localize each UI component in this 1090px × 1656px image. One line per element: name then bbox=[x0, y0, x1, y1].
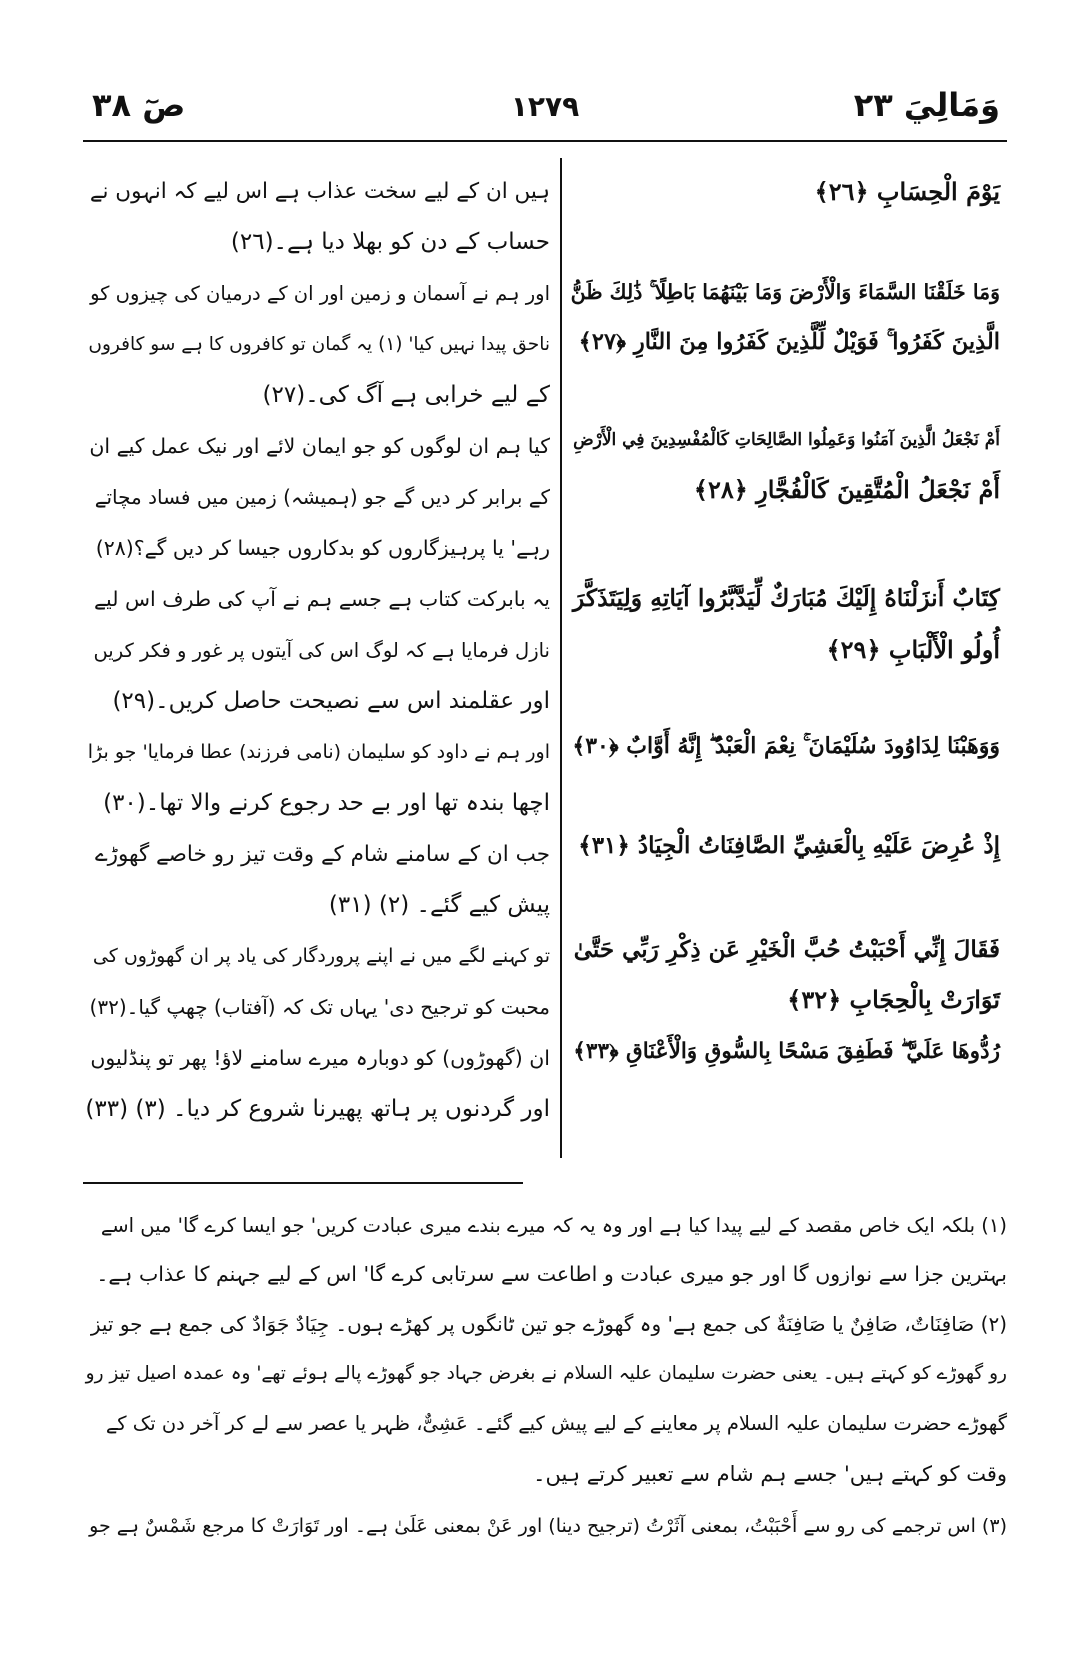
footnote-line: (١) بلکہ ایک خاص مقصد کے لیے پیدا کیا ہے اور وہ یہ کہ میرے بندے میری عبادت کریں' جو ایسا کرے گا' میں اسے bbox=[100, 1214, 1007, 1237]
verse-line: أَمْ نَجْعَلُ الْمُتَّقِينَ كَالْفُجَّارِ ﴿٢٨﴾ bbox=[693, 475, 1000, 504]
verse-line: وَمَا خَلَقْنَا السَّمَاءَ وَالْأَرْضَ وَمَا بَيْنَهُمَا بَاطِلًا ۚ ذَٰلِكَ ظَنُّ bbox=[570, 280, 1000, 304]
translation-line: کے برابر کر دیں گے جو (ہمیشہ) زمین میں فساد مچاتے bbox=[94, 485, 550, 509]
verse-line: إِذْ عُرِضَ عَلَيْهِ بِالْعَشِيِّ الصَّافِنَاتُ الْجِيَادُ ﴿٣١﴾ bbox=[578, 832, 1000, 859]
translation-line: اور ہم نے آسمان و زمین اور ان کے درمیان کی چیزوں کو bbox=[90, 282, 550, 305]
verse-line: أَمْ نَجْعَلُ الَّذِينَ آمَنُوا وَعَمِلُوا الصَّالِحَاتِ كَالْمُفْسِدِينَ فِي الْأَرْضِ bbox=[573, 430, 1000, 450]
footnote-line: بہترین جزا سے نوازوں گا اور جو میری عبادت و اطاعت سے سرتابی کرے گا' اس کے لیے جہنم کا عذاب ہے۔ bbox=[96, 1262, 1007, 1286]
footnote-line: وقت کو کہتے ہیں' جسے ہم شام سے تعبیر کرتے ہیں۔ bbox=[533, 1462, 1007, 1486]
translation-line: پیش کیے گئے۔ (٢) (٣١) bbox=[328, 892, 550, 918]
footnote-line: (٣) اس ترجمے کی رو سے أَحْبَبْتُ، بمعنی آثَرْتُ (ترجیح دینا) اور عَنْ بمعنی عَلَیٰ ہے۔ اور تَوَارَتْ کا مرجع شَمْسٌ ہے جو bbox=[89, 1515, 1007, 1537]
page-number: ١٢٧٩ bbox=[510, 90, 580, 123]
verse-line: رُدُّوهَا عَلَيَّ ۖ فَطَفِقَ مَسْحًا بِالسُّوقِ وَالْأَعْنَاقِ ﴿٣٣﴾ bbox=[573, 1039, 1000, 1064]
translation-column bbox=[85, 166, 550, 1135]
translation-line: جب ان کے سامنے شام کے وقت تیز رو خاصے گھوڑے bbox=[94, 842, 550, 867]
verse-line: أُولُو الْأَلْبَابِ ﴿٢٩﴾ bbox=[826, 635, 1000, 664]
verse-line: كِتَابٌ أَنزَلْنَاهُ إِلَيْكَ مُبَارَكٌ لِّيَدَّبَّرُوا آيَاتِهِ وَلِيَتَذَكَّرَ bbox=[572, 584, 1000, 612]
translation-line: ان (گھوڑوں) کو دوبارہ میرے سامنے لاؤ! پھر تو پنڈلیوں bbox=[90, 1046, 550, 1070]
header-rule bbox=[83, 140, 1007, 142]
verse-line: يَوْمَ الْحِسَابِ ﴿٢٦﴾ bbox=[814, 177, 1000, 206]
footnote-rule bbox=[83, 1182, 523, 1184]
footnote-line: (٢) صَافِنَاتٌ، صَافِنٌ یا صَافِنَةٌ کی جمع ہے' وہ گھوڑے جو تین ٹانگوں پر کھڑے ہوں۔ جِیَادٌ جَوَادٌ کی جمع ہے جو تیز bbox=[90, 1312, 1007, 1336]
translation-line: نازل فرمایا ہے کہ لوگ اس کی آیتوں پر غور و فکر کریں bbox=[93, 639, 550, 662]
translation-line: یہ بابرکت کتاب ہے جسے ہم نے آپ کی طرف اس لیے bbox=[94, 587, 550, 611]
translation-line: اچھا بندہ تھا اور بے حد رجوع کرنے والا تھا۔(٣٠) bbox=[103, 790, 550, 816]
translation-line: ناحق پیدا نہیں کیا' (١) یہ گمان تو کافروں کا ہے سو کافروں bbox=[88, 334, 550, 355]
verse-line: تَوَارَتْ بِالْحِجَابِ ﴿٣٢﴾ bbox=[787, 985, 1000, 1014]
translation-line: حساب کے دن کو بھلا دیا ہے۔(٢٦) bbox=[230, 229, 550, 255]
translation-line: محبت کو ترجیح دی' یہاں تک کہ (آفتاب) چھپ گیا۔(٣٢) bbox=[89, 995, 550, 1019]
verse-line: فَقَالَ إِنِّي أَحْبَبْتُ حُبَّ الْخَيْرِ عَن ذِكْرِ رَبِّي حَتَّىٰ bbox=[573, 936, 1000, 963]
translation-line: کے لیے خرابی ہے آگ کی۔(٢٧) bbox=[262, 382, 550, 408]
column-divider bbox=[560, 158, 562, 1158]
translation-line: اور ہم نے داود کو سلیمان (نامی فرزند) عطا فرمایا' جو بڑا bbox=[87, 741, 550, 763]
footnote-line: رو گھوڑے کو کہتے ہیں۔ یعنی حضرت سلیمان علیہ السلام نے بغرض جہاد جو گھوڑے پالے ہوئے تھے' وہ عمدہ اصیل تیز رو bbox=[85, 1363, 1007, 1384]
verse-line: وَوَهَبْنَا لِدَاوُودَ سُلَيْمَانَ ۚ نِعْمَ الْعَبْدُ ۖ إِنَّهُ أَوَّابٌ ﴿٣٠﴾ bbox=[572, 733, 1000, 759]
footnote-line: گھوڑے حضرت سلیمان علیہ السلام پر معاینے کے لیے پیش کیے گئے۔ عَشِیٌّ، ظہر یا عصر سے لے کر آخر دن تک کے bbox=[105, 1412, 1007, 1435]
translation-line: رہے' یا پرہیزگاروں کو بدکاروں جیسا کر دیں گے؟(٢٨) bbox=[95, 536, 550, 560]
translation-line: ہیں ان کے لیے سخت عذاب ہے اس لیے کہ انہوں نے bbox=[89, 179, 550, 204]
translation-line: اور گردنوں پر ہاتھ پھیرنا شروع کر دیا۔ (٣) (٣٣) bbox=[85, 1096, 550, 1122]
verse-line: الَّذِينَ كَفَرُوا ۚ فَوَيْلٌ لِّلَّذِينَ كَفَرُوا مِنَ النَّارِ ﴿٢٧﴾ bbox=[578, 329, 1000, 355]
translation-line: کیا ہم ان لوگوں کو جو ایمان لائے اور نیک عمل کیے ان bbox=[89, 434, 550, 458]
translation-line: اور عقلمند اس سے نصیحت حاصل کریں۔(٢٩) bbox=[112, 688, 550, 714]
surah-title: صٓ ٣٨ bbox=[92, 86, 186, 124]
translation-line: تو کہنے لگے میں نے اپنے پروردگار کی یاد پر ان گھوڑوں کی bbox=[92, 945, 550, 967]
juz-title: وَمَالِيَ ٢٣ bbox=[853, 86, 1000, 124]
